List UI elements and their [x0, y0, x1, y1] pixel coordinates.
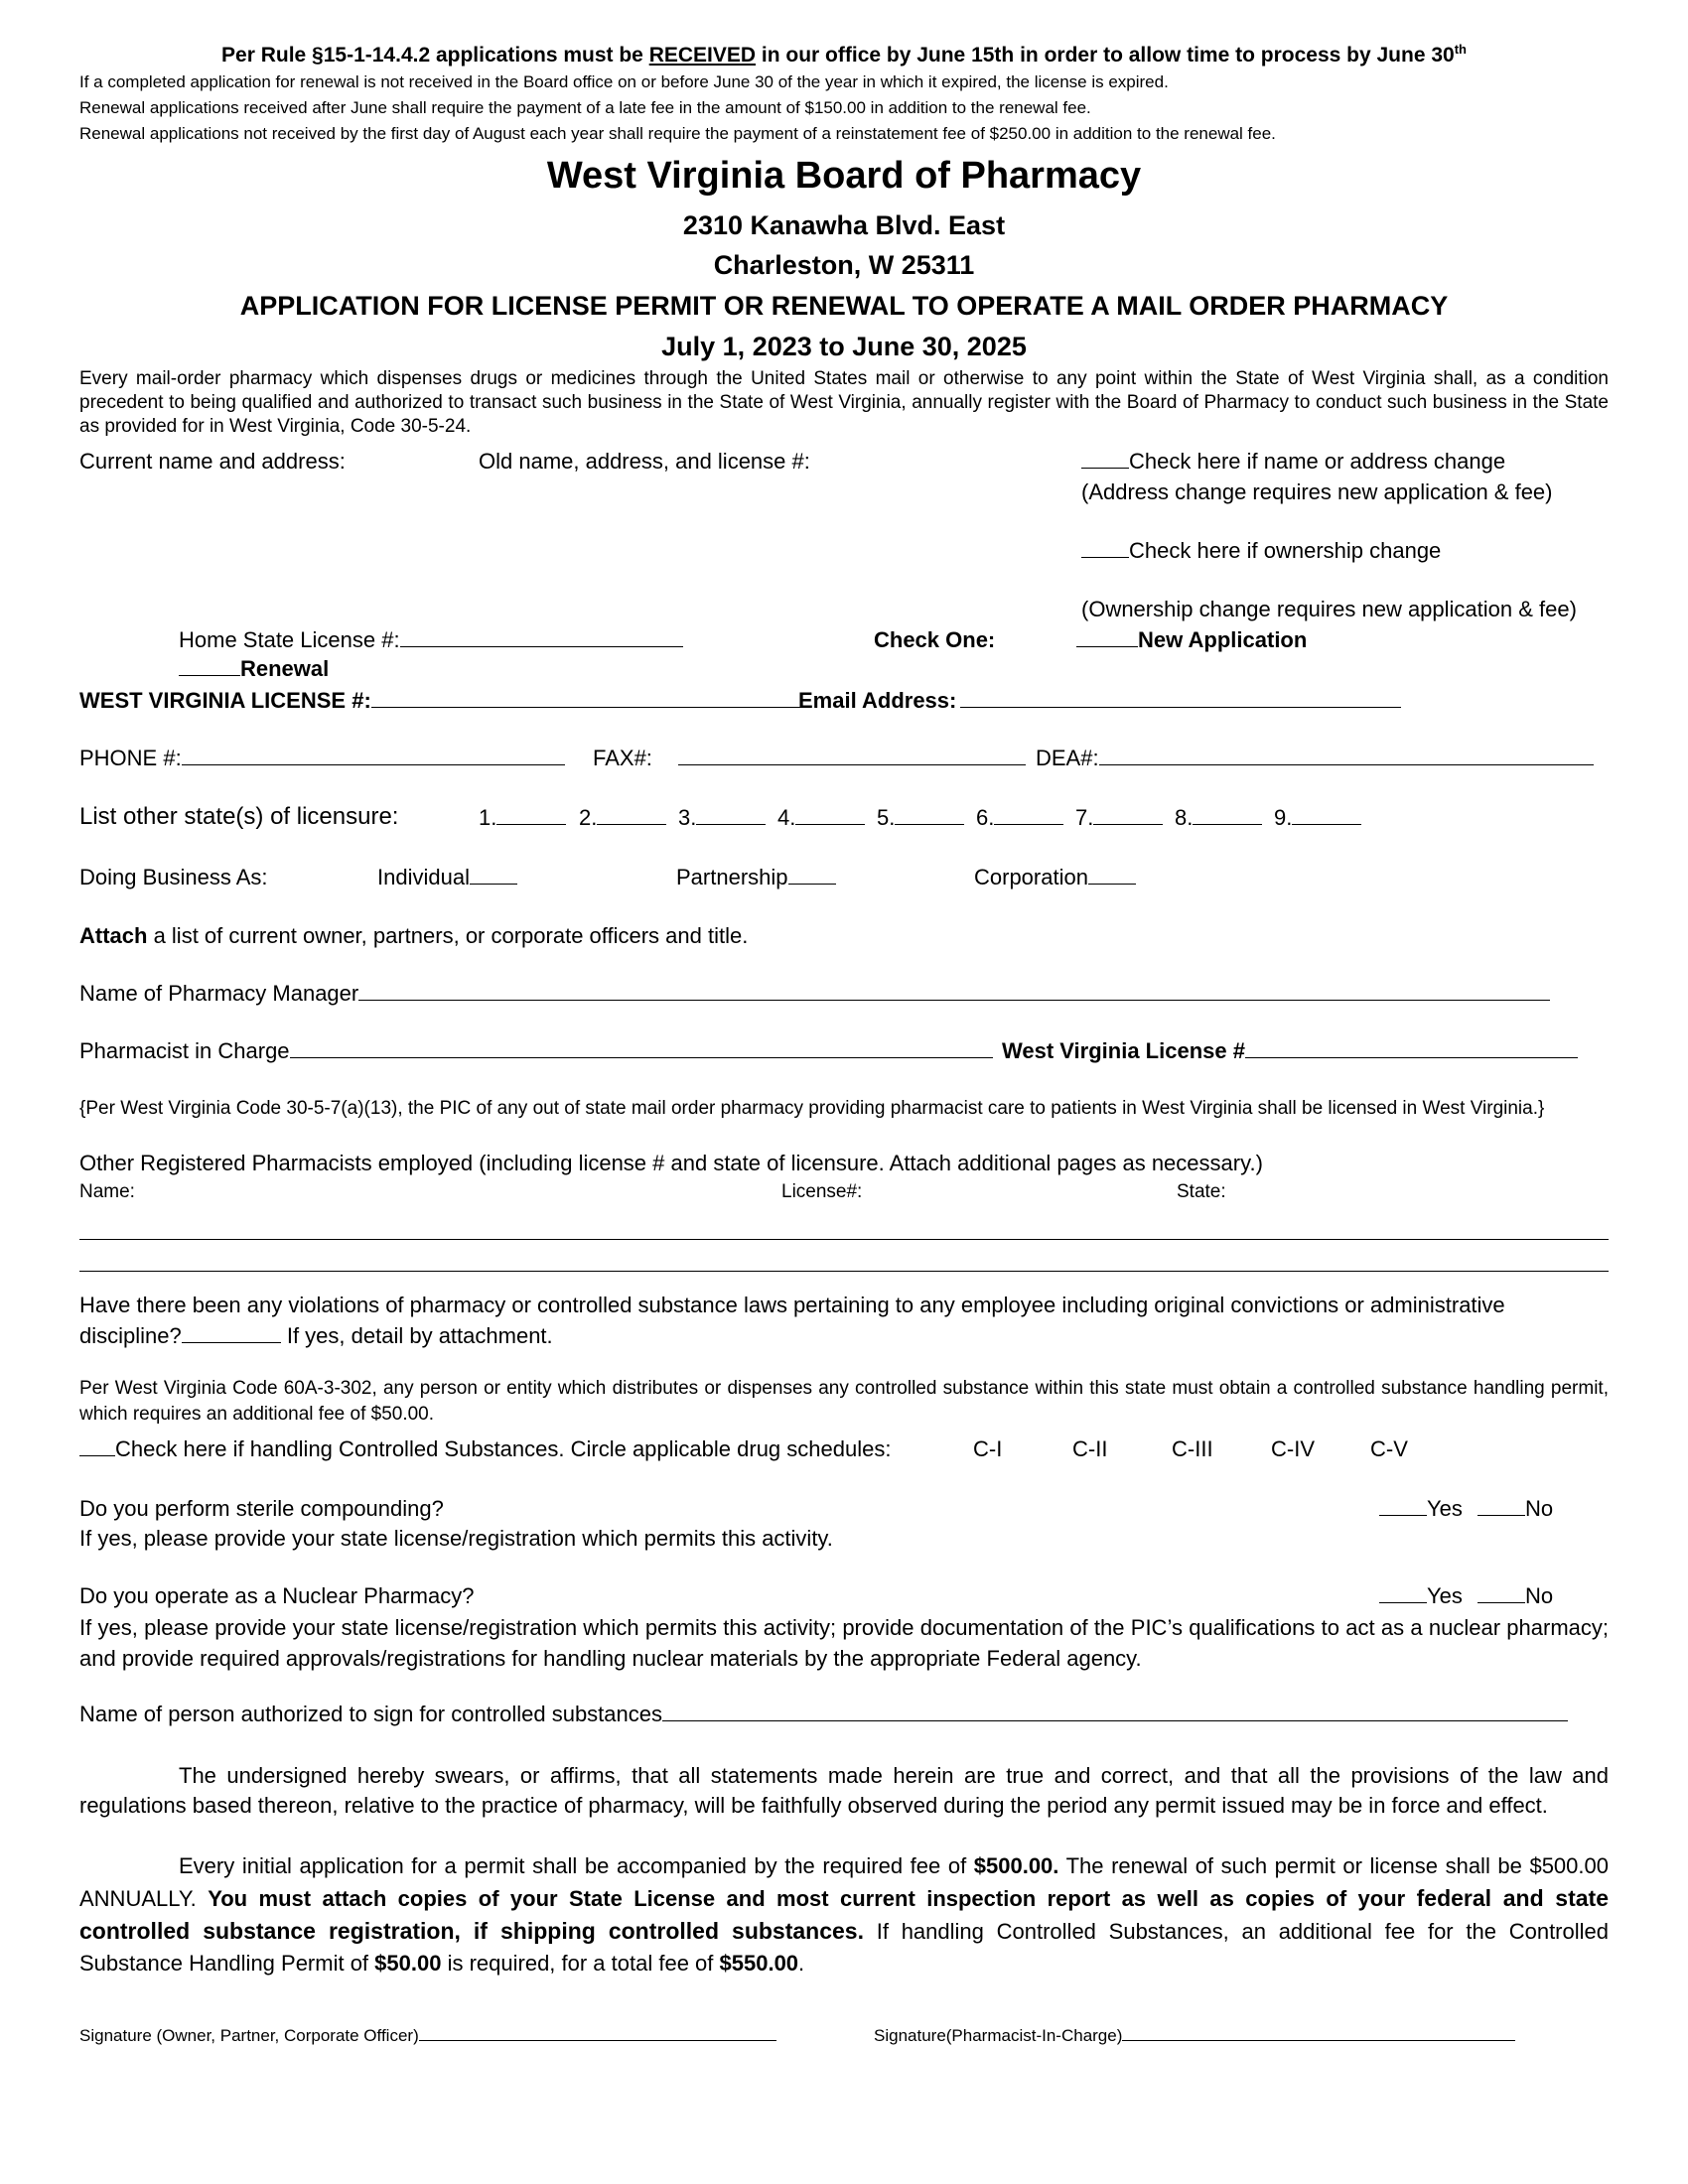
other-state-9[interactable]: 9. — [1274, 803, 1361, 832]
pharmacist-entry-line[interactable] — [79, 1239, 1609, 1240]
nuclear-note: If yes, please provide your state license/registration which permits this activity; provide documentation of the PIC’s qualifications to act as a nuclear pharmacy; and provide required approvals/registrations for handling nuclear materials by the appropriate Federal agency. — [79, 1615, 1609, 1671]
dba-partnership-blank[interactable] — [788, 866, 836, 885]
rule-notice — [79, 42, 1609, 68]
renewal-option[interactable]: Renewal — [179, 654, 329, 683]
column-state: State: — [1177, 1181, 1226, 1202]
rule-suffix: in our office by June 15th in order to allow time to process by June 30 — [756, 44, 1455, 67]
notice-line-3: Renewal applications not received by the first day of August each year shall require the payment of a reinstatement fee of $250.00 in addition to the renewal fee. — [79, 124, 1276, 143]
other-state-field[interactable] — [496, 806, 566, 825]
board-address-1: 2310 Kanawha Blvd. East — [682, 210, 1006, 240]
current-name-label: Current name and address: — [79, 449, 346, 474]
schedule-c-v[interactable]: C-V — [1370, 1436, 1408, 1461]
other-state-8[interactable]: 8. — [1175, 803, 1262, 832]
other-state-6[interactable]: 6. — [976, 803, 1063, 832]
schedule-c-i[interactable]: C-I — [973, 1436, 1003, 1461]
dea[interactable]: DEA#: — [1036, 744, 1594, 772]
other-state-2[interactable]: 2. — [579, 803, 666, 832]
pharmacist-in-charge-field[interactable] — [290, 1039, 993, 1058]
nuclear-no[interactable]: No — [1477, 1581, 1553, 1610]
ownership-change-blank[interactable] — [1081, 539, 1129, 558]
other-state-field[interactable] — [795, 806, 865, 825]
other-state-field[interactable] — [994, 806, 1063, 825]
rule-sup: th — [1454, 42, 1467, 57]
other-state-field[interactable] — [597, 806, 666, 825]
new-application-blank[interactable] — [1076, 628, 1138, 647]
notice-line-1: If a completed application for renewal is not received in the Board office on or before June 30 of the year in which it expired, the license is expired. — [79, 72, 1169, 91]
fees-paragraph: Every initial application for a permit shall be accompanied by the required fee of $500.00. The renewal of such permit or license shall be $500.00 ANNUALLY. You must attach copies of your State License and most current inspection report as well as copies of your federal and state controlled substance registration, if shipping controlled substances. If handling Controlled Substances, an additional fee for the Controlled Substance Handling Permit of $50.00 is required, for a total fee of $550.00. — [79, 1853, 1609, 1976]
fax-label: FAX#: — [593, 746, 652, 770]
wv-license-field[interactable] — [371, 689, 804, 708]
sterile-note: If yes, please provide your state license/registration which permits this activity. — [79, 1526, 833, 1551]
sterile-question: Do you perform sterile compounding? — [79, 1496, 444, 1521]
nuclear-yes[interactable]: Yes — [1379, 1581, 1463, 1610]
pic-signature[interactable]: Signature(Pharmacist-In-Charge) — [874, 2022, 1515, 2047]
cs-check-blank[interactable] — [79, 1437, 115, 1456]
column-license: License#: — [781, 1181, 863, 1202]
dba-corporation-blank[interactable] — [1088, 866, 1136, 885]
board-name: West Virginia Board of Pharmacy — [546, 155, 1142, 197]
dba-corporation[interactable]: Corporation — [974, 863, 1136, 891]
other-state-5[interactable]: 5. — [877, 803, 964, 832]
violations-question-line-2[interactable]: discipline? If yes, detail by attachment. — [79, 1323, 553, 1348]
other-state-4[interactable]: 4. — [777, 803, 865, 832]
page-title: APPLICATION FOR LICENSE PERMIT OR RENEWAL TO OPERATE A MAIL ORDER PHARMACY — [239, 291, 1449, 321]
violations-question-line-1: Have there been any violations of pharmacy or controlled substance laws pertaining to any employee including original convictions or administrative — [79, 1293, 1505, 1317]
dba-partnership[interactable]: Partnership — [676, 863, 836, 891]
sterile-yes[interactable]: Yes — [1379, 1494, 1463, 1523]
authorized-signer-field[interactable] — [662, 1703, 1568, 1721]
board-address-2: Charleston, W 25311 — [713, 250, 975, 280]
other-state-field[interactable] — [895, 806, 964, 825]
renewal-blank[interactable] — [179, 657, 240, 676]
column-name: Name: — [79, 1181, 135, 1202]
dba-individual-blank[interactable] — [470, 866, 517, 885]
sterile-yes-blank[interactable] — [1379, 1497, 1427, 1516]
other-state-7[interactable]: 7. — [1075, 803, 1163, 832]
nuclear-question: Do you operate as a Nuclear Pharmacy? — [79, 1583, 475, 1608]
wv-license[interactable]: WEST VIRGINIA LICENSE #: — [79, 686, 804, 715]
notice-line-2: Renewal applications received after June shall require the payment of a late fee in the amount of $150.00 in addition to the renewal fee. — [79, 98, 1091, 117]
other-state-field[interactable] — [1093, 806, 1163, 825]
ownership-change-option[interactable]: Check here if ownership change — [1081, 536, 1441, 565]
sterile-no[interactable]: No — [1477, 1494, 1553, 1523]
dba-individual[interactable]: Individual — [377, 863, 517, 891]
owner-signature-field[interactable] — [419, 2022, 776, 2041]
check-one-label: Check One: — [874, 627, 996, 652]
other-pharmacists-label: Other Registered Pharmacists employed (including license # and state of licensure. Attach additional pages as necessary.) — [79, 1151, 1263, 1175]
schedule-c-iii[interactable]: C-III — [1172, 1436, 1213, 1461]
fax-field-wrap[interactable] — [678, 744, 1026, 772]
dba-label: Doing Business As: — [79, 865, 268, 889]
name-change-blank[interactable] — [1081, 450, 1129, 469]
sterile-no-blank[interactable] — [1477, 1497, 1525, 1516]
pic-wv-license[interactable]: West Virginia License # — [1002, 1036, 1578, 1065]
other-state-field[interactable] — [1292, 806, 1361, 825]
pic-note: {Per West Virginia Code 30-5-7(a)(13), the PIC of any out of state mail order pharmacy providing pharmacist care to patients in West Virginia shall be licensed in West Virginia.} — [79, 1098, 1545, 1119]
home-state-license[interactable]: Home State License #: — [179, 625, 683, 654]
rule-received: RECEIVED — [648, 44, 757, 67]
name-change-note: (Address change requires new application & fee) — [1081, 479, 1553, 504]
phone-field[interactable] — [182, 747, 565, 765]
nuclear-yes-blank[interactable] — [1379, 1584, 1427, 1603]
owner-signature[interactable]: Signature (Owner, Partner, Corporate Officer) — [79, 2022, 776, 2047]
pic-signature-field[interactable] — [1122, 2022, 1515, 2041]
pharmacist-in-charge[interactable]: Pharmacist in Charge — [79, 1036, 993, 1065]
pharmacy-manager[interactable]: Name of Pharmacy Manager — [79, 979, 1550, 1008]
other-state-field[interactable] — [1193, 806, 1262, 825]
other-states-label: List other state(s) of licensure: — [79, 803, 399, 830]
intro-paragraph: Every mail-order pharmacy which dispenses drugs or medicines through the United States mail or otherwise to any point within the State of West Virginia shall, as a condition precedent to being qualified and authorized to transact such business in the State of West Virginia, annually register with the Board of Pharmacy to conduct such business in the State as provided for in West Virginia, Code 30-5-24. — [79, 368, 1609, 437]
other-state-field[interactable] — [696, 806, 766, 825]
schedule-c-ii[interactable]: C-II — [1072, 1436, 1108, 1461]
dea-field[interactable] — [1099, 747, 1594, 765]
cs-permit-note: Per West Virginia Code 60A-3-302, any person or entity which distributes or dispenses any controlled substance within this state must obtain a controlled substance handling permit, which requires an additional fee of $50.00. — [79, 1378, 1609, 1425]
email-field[interactable] — [960, 689, 1401, 708]
phone[interactable]: PHONE #: — [79, 744, 565, 772]
pharmacy-manager-field[interactable] — [358, 982, 1550, 1001]
ownership-change-note: (Ownership change requires new application & fee) — [1081, 597, 1577, 621]
license-period: July 1, 2023 to June 30, 2025 — [661, 332, 1027, 361]
rule-prefix: Per Rule §15-1-14.4.2 applications must be — [221, 44, 649, 67]
other-state-3[interactable]: 3. — [678, 803, 766, 832]
pharmacist-entry-line[interactable] — [79, 1271, 1609, 1272]
email-address[interactable]: Email Address: — [798, 686, 1401, 715]
violations-answer-field[interactable] — [182, 1324, 281, 1343]
home-state-license-field[interactable] — [400, 628, 683, 647]
pic-wv-license-field[interactable] — [1245, 1039, 1578, 1058]
fax-field[interactable] — [678, 747, 1026, 765]
cs-check[interactable]: Check here if handling Controlled Substances. Circle applicable drug schedules: — [79, 1434, 891, 1463]
affirmation-paragraph: The undersigned hereby swears, or affirms, that all statements made herein are true and correct, and that all the provisions of the law and regulations based thereon, relative to the practice of pharmacy, will be faithfully observed during the period any permit issued may be in force and effect. — [79, 1763, 1609, 1818]
old-name-label: Old name, address, and license #: — [479, 449, 810, 474]
attach-instruction: Attach a list of current owner, partners, or corporate officers and title. — [79, 923, 749, 948]
other-state-1[interactable]: 1. — [479, 803, 566, 832]
authorized-signer[interactable]: Name of person authorized to sign for controlled substances — [79, 1700, 1568, 1728]
schedule-c-iv[interactable]: C-IV — [1271, 1436, 1315, 1461]
nuclear-no-blank[interactable] — [1477, 1584, 1525, 1603]
new-application-option[interactable]: New Application — [1076, 625, 1307, 654]
name-change-option[interactable]: Check here if name or address change — [1081, 447, 1505, 476]
